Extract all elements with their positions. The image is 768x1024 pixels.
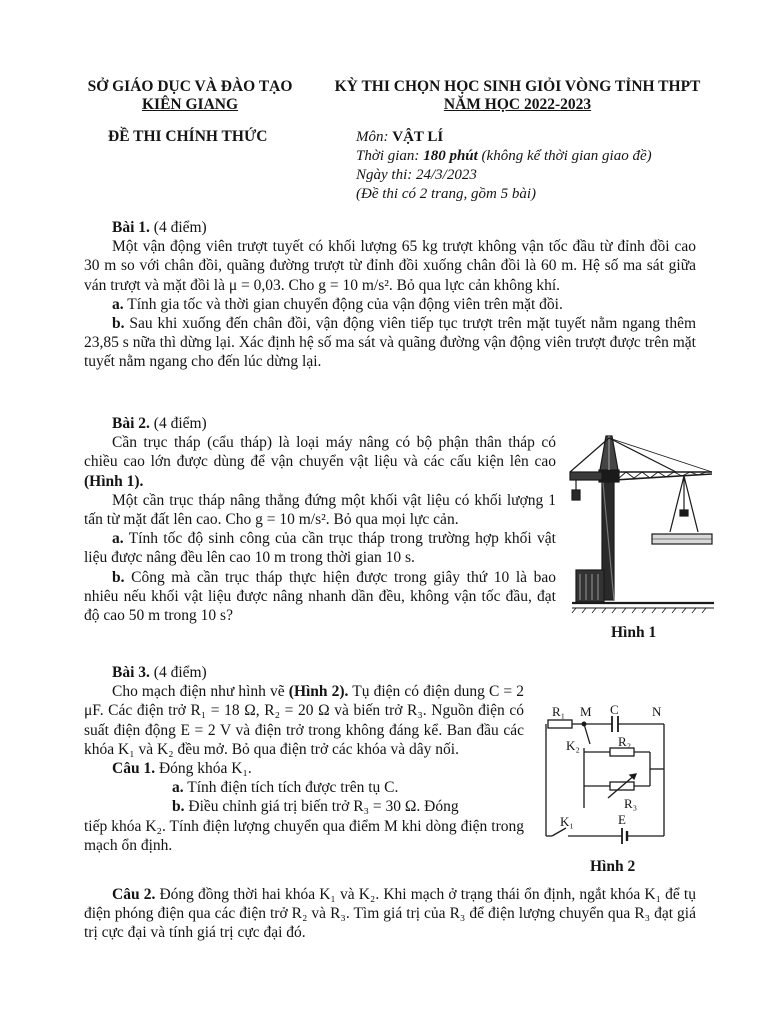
time-label: Thời gian: — [356, 148, 420, 164]
tower-crane-figure — [566, 432, 716, 617]
cau-1: Đóng khóa K₁. — [158, 760, 252, 778]
problem-2-a: Tính tốc độ sinh công của cần trục tháp trong trường hợp khối vật liệu được nâng đều lên cao 10 m trong thời gian 10 s. — [84, 530, 556, 567]
cau-2 — [84, 885, 696, 943]
cau-1-b-line1: Điều chỉnh giá trị biến trở R₃ = 30 Ω. Đóng — [188, 798, 459, 816]
problem-2-title: Bài 2. — [112, 415, 150, 432]
time-value: 180 phút — [423, 148, 478, 164]
figure-2-caption: Hình 2 — [590, 858, 636, 875]
figure-1-caption: Hình 1 — [611, 624, 657, 641]
problem-2-intro: Cần trục tháp (cẩu tháp) là loại máy nâng có bộ phận thân tháp có chiều cao lớn được dùng để vận chuyển vật liệu và các cấu kiện lên cao — [84, 434, 556, 471]
time-note: (không kể thời gian giao đề) — [481, 148, 652, 164]
problem-1-a: Tính gia tốc và thời gian chuyển động của vận động viên trên mặt đồi. — [127, 295, 563, 313]
r3-label: R₃ — [624, 796, 638, 811]
problem-3-points: (4 điểm) — [153, 664, 207, 681]
cau-1-label: Câu 1. — [112, 760, 156, 778]
subject: VẬT LÍ — [392, 129, 444, 145]
problem-3-givens: Tụ điện có điện dung C = 2 μF. Các điện trở R₁ = 18 Ω, R₂ = 20 Ω và biến trở R₃. Nguồn điện có suất điện động E = 2 V và điện trở trong không đáng kể. Ban đầu các khóa K₁ và K₂ đều mở. Bỏ qua điện trở các khóa và dây nối. — [84, 683, 524, 758]
school-year: NĂM HỌC 2022-2023 — [443, 96, 592, 113]
node-m-label: M — [580, 704, 592, 719]
exam-meta — [356, 128, 652, 204]
capacitor-label: C — [610, 704, 619, 717]
department-header — [64, 78, 316, 114]
r1-label: R₁ — [552, 704, 566, 719]
cau-2-text: Đóng đồng thời hai khóa K₁ và K₂. Khi mạch ở trạng thái ổn định, ngắt khóa K₁ để tụ điện phóng điện qua các điện trở R₂ và R₃. Tìm giá trị của R₃ để điện lượng chuyển qua R₃ đạt giá trị cực đại và tính giá trị cực đại đó. — [84, 886, 696, 942]
problem-2-statement: Một cần trục tháp nâng thẳng đứng một khối vật liệu có khối lượng 1 tấn từ mặt đất lên cao. Cho g = 10 m/s². Bỏ qua mọi lực cản. — [84, 491, 556, 529]
source-e-label: E — [618, 812, 626, 827]
figure-1-ref: (Hình 1). — [84, 472, 144, 490]
problem-1-a-label: a. — [112, 295, 124, 313]
node-n-label: N — [652, 704, 662, 719]
official-exam-label: ĐỀ THI CHÍNH THỨC — [108, 128, 268, 145]
k2-label: K₂ — [566, 738, 580, 753]
problem-1-b: Sau khi xuống đến chân đồi, vận động viên tiếp tục trượt trên mặt tuyết nằm ngang thêm 23,85 s nữa thì dừng lại. Xác định hệ số ma sát và quãng đường vận động viên trượt được trên mặt tuyết nằm ngang cho đến lúc dừng lại. — [84, 315, 697, 371]
problem-1-b-label: b. — [112, 315, 125, 333]
problem-2-points: (4 điểm) — [153, 415, 207, 432]
exam-title: KỲ THI CHỌN HỌC SINH GIỎI VÒNG TỈNH THPT — [334, 78, 701, 95]
subject-label: Môn: — [356, 129, 389, 145]
province-name: KIÊN GIANG — [141, 96, 239, 113]
cau-2-label: Câu 2. — [112, 886, 156, 903]
pages-note: (Đề thi có 2 trang, gồm 5 bài) — [356, 186, 536, 202]
problem-2-a-label: a. — [112, 530, 124, 548]
problem-3-title: Bài 3. — [112, 664, 150, 681]
cau-1-b-label: b. — [172, 798, 185, 816]
k1-label: K₁ — [560, 814, 574, 829]
problem-2 — [84, 414, 556, 625]
cau-1-b-continued: tiếp khóa K₂. Tính điện lượng chuyển qua điểm M khi dòng điện trong mạch ổn định. — [84, 817, 524, 854]
circuit-figure — [538, 704, 688, 852]
r2-label: R₂ — [618, 734, 632, 749]
problem-1-title: Bài 1. — [112, 219, 150, 236]
problem-3-intro: Cho mạch điện như hình vẽ — [112, 683, 285, 701]
problem-2-b-label: b. — [112, 568, 125, 586]
figure-2-ref: (Hình 2). — [288, 683, 349, 701]
cau-1-a: Tính điện tích tích được trên tụ C. — [187, 779, 399, 797]
exam-header — [310, 78, 725, 114]
exam-date: Ngày thi: 24/3/2023 — [356, 167, 477, 183]
problem-1-points: (4 điểm) — [153, 219, 207, 236]
problem-1-body: Một vận động viên trượt tuyết có khối lượng 65 kg trượt không vận tốc đầu từ đỉnh đồi cao 30 m so với chân đồi, quãng đường trượt từ đỉnh đồi xuống chân đồi là 60 m. Hệ số ma sát giữa ván trượt và mặt đồi là μ = 0,03. Cho g = 10 m/s². Bỏ qua lực cản không khí. — [84, 238, 696, 294]
problem-1 — [84, 218, 696, 372]
cau-1-a-label: a. — [172, 779, 184, 797]
problem-3 — [84, 663, 524, 855]
problem-2-b: Công mà cần trục tháp thực hiện được trong giây thứ 10 là bao nhiêu nếu khối vật liệu được nâng nhanh dần đều, không vận tốc đầu, đạt độ cao 50 m trong 10 s? — [84, 568, 556, 625]
department-name: SỞ GIÁO DỤC VÀ ĐÀO TẠO — [87, 78, 293, 95]
